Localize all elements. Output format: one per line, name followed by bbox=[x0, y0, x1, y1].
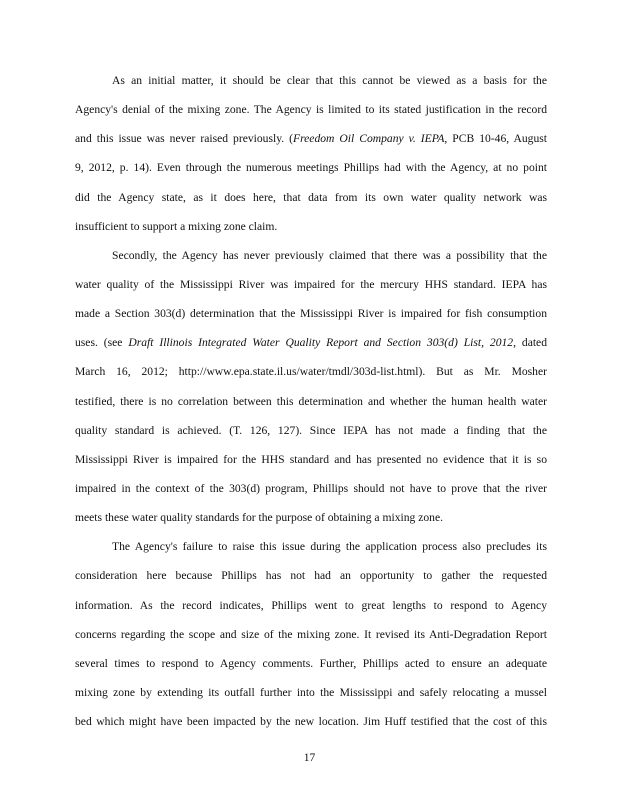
paragraph-2-line-6: testified, there is no correlation between this determination and whether the human health water bbox=[75, 394, 547, 408]
paragraph-3-line-3: information. As the record indicates, Phillips went to great lengths to respond to Agency bbox=[75, 598, 547, 612]
paragraph-2-line-1: Secondly, the Agency has never previously claimed that there was a possibility that the bbox=[112, 248, 547, 262]
paragraph-2-line-2: water quality of the Mississippi River was impaired for the mercury HHS standard. IEPA has bbox=[75, 277, 547, 291]
paragraph-1-line-6: insufficient to support a mixing zone claim. bbox=[75, 219, 278, 233]
paragraph-2-line-3: made a Section 303(d) determination that the Mississippi River is impaired for fish consumption bbox=[75, 307, 547, 321]
paragraph-1-line-1: As an initial matter, it should be clear that this cannot be viewed as a basis for the bbox=[112, 74, 547, 87]
case-citation-italic: Freedom Oil Company v. IEPA bbox=[293, 132, 445, 146]
paragraph-2-line-9: impaired in the context of the 303(d) program, Phillips should not have to prove that the river bbox=[75, 481, 547, 495]
paragraph-2-line-8: Mississippi River is impaired for the HHS standard and has presented no evidence that it is so bbox=[75, 452, 547, 466]
paragraph-3-line-2: consideration here because Phillips has not had an opportunity to gather the requested bbox=[75, 569, 547, 583]
case-citation-italic: Draft Illinois Integrated Water Quality Report and Section 303(d) List, 2012 bbox=[128, 336, 514, 350]
paragraph-3-line-5: several times to respond to Agency comments. Further, Phillips acted to ensure an adequate bbox=[75, 656, 547, 670]
paragraph-2-line-7: quality standard is achieved. (T. 126, 127). Since IEPA has not made a finding that the bbox=[75, 423, 547, 437]
paragraph-1-line-2: Agency's denial of the mixing zone. The Agency is limited to its stated justification in the record bbox=[75, 103, 547, 117]
page-number: 17 bbox=[303, 752, 316, 764]
paragraph-3-line-7: bed which might have been impacted by the new location. Jim Huff testified that the cost of this bbox=[75, 715, 547, 729]
paragraph-2-line-5: March 16, 2012; http://www.epa.state.il.us/water/tmdl/303d-list.html). But as Mr. Mosher bbox=[75, 365, 547, 379]
paragraph-1-line-5: did the Agency state, as it does here, that data from its own water quality network was bbox=[75, 190, 547, 204]
paragraph-2-line-4: uses. (see Draft Illinois Integrated Water Quality Report and Section 303(d) List, 2012, dated bbox=[75, 336, 547, 350]
paragraph-3-line-6: mixing zone by extending its outfall further into the Mississippi and safely relocating a mussel bbox=[75, 685, 547, 699]
paragraph-3-line-4: concerns regarding the scope and size of the mixing zone. It revised its Anti-Degradation Report bbox=[75, 627, 547, 641]
paragraph-1-line-4: 9, 2012, p. 14). Even through the numerous meetings Phillips had with the Agency, at no point bbox=[75, 161, 547, 175]
paragraph-2-line-10: meets these water quality standards for the purpose of obtaining a mixing zone. bbox=[75, 511, 443, 525]
paragraph-1-line-3: and this issue was never raised previously. (Freedom Oil Company v. IEPA, PCB 10-46, August bbox=[75, 132, 547, 146]
paragraph-3-line-1: The Agency's failure to raise this issue during the application process also precludes its bbox=[112, 540, 547, 554]
document-body bbox=[75, 66, 547, 736]
